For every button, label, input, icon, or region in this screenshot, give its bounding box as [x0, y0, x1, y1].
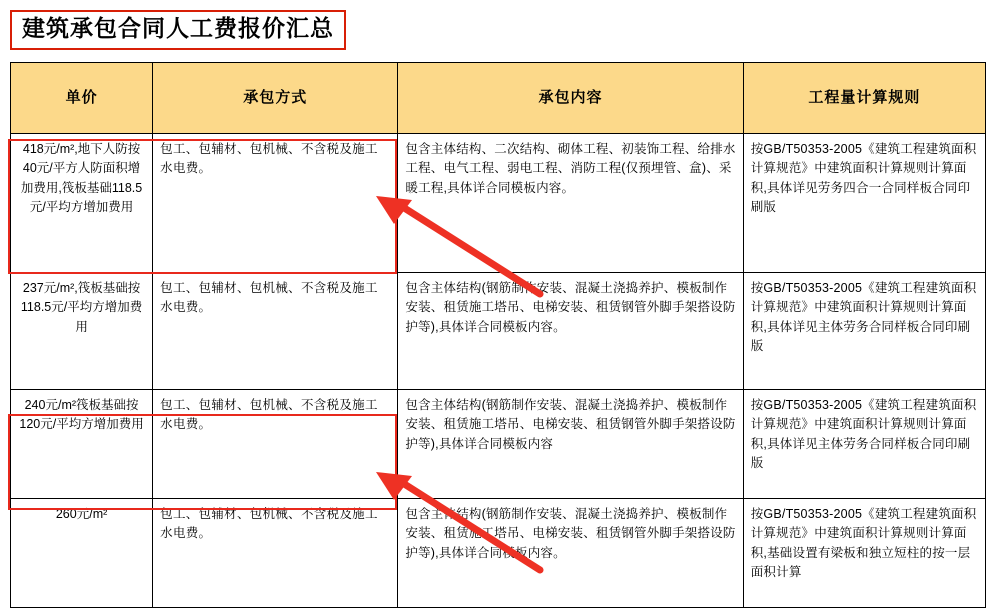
contract-price-table [10, 62, 986, 608]
cell-quantity-rule: 按GB/T50353-2005《建筑工程建筑面积计算规范》中建筑面积计算规则计算面积,具体详见劳务四合一合同样板合同印刷版 [743, 134, 985, 273]
column-header-quantity-rule: 工程量计算规则 [743, 63, 985, 134]
column-header-contract-mode: 承包方式 [153, 63, 398, 134]
cell-unit-price: 240元/m²筏板基础按120元/平均方增加费用 [11, 390, 153, 499]
column-header-unit-price: 单价 [11, 63, 153, 134]
cell-contract-mode: 包工、包辅材、包机械、不含税及施工水电费。 [153, 499, 398, 608]
table-row [11, 273, 986, 390]
table-row [11, 390, 986, 499]
cell-unit-price: 418元/m²,地下人防按40元/平方人防面积增加费用,筏板基础118.5元/平均方增加费用 [11, 134, 153, 273]
cell-contract-content: 包含主体结构、二次结构、砌体工程、初装饰工程、给排水工程、电气工程、弱电工程、消防工程(仅预埋管、盒)、采暖工程,具体详合同模板内容。 [398, 134, 743, 273]
cell-quantity-rule: 按GB/T50353-2005《建筑工程建筑面积计算规范》中建筑面积计算规则计算面积,具体详见主体劳务合同样板合同印刷版 [743, 390, 985, 499]
cell-contract-mode: 包工、包辅材、包机械、不含税及施工水电费。 [153, 134, 398, 273]
cell-contract-content: 包含主体结构(钢筋制作安装、混凝土浇捣养护、模板制作安装、租赁施工塔吊、电梯安装、租赁钢管外脚手架搭设防护等),具体详合同模板内容 [398, 390, 743, 499]
cell-contract-mode: 包工、包辅材、包机械、不含税及施工水电费。 [153, 273, 398, 390]
cell-contract-mode: 包工、包辅材、包机械、不含税及施工水电费。 [153, 390, 398, 499]
column-header-contract-content: 承包内容 [398, 63, 743, 134]
table-header-row [11, 63, 986, 134]
cell-unit-price: 237元/m²,筏板基础按118.5元/平均方增加费用 [11, 273, 153, 390]
table-row [11, 134, 986, 273]
cell-contract-content: 包含主体结构(钢筋制作安装、混凝土浇捣养护、模板制作安装、租赁施工塔吊、电梯安装、租赁钢管外脚手架搭设防护等),具体详合同模板内容。 [398, 273, 743, 390]
title-container [10, 10, 346, 50]
page-title: 建筑承包合同人工费报价汇总 [10, 10, 346, 50]
cell-contract-content: 包含主体结构(钢筋制作安装、混凝土浇捣养护、模板制作安装、租赁施工塔吊、电梯安装、租赁钢管外脚手架搭设防护等),具体详合同模板内容。 [398, 499, 743, 608]
cell-quantity-rule: 按GB/T50353-2005《建筑工程建筑面积计算规范》中建筑面积计算规则计算面积,基础设置有梁板和独立短柱的按一层面积计算 [743, 499, 985, 608]
cell-unit-price: 260元/m² [11, 499, 153, 608]
cell-quantity-rule: 按GB/T50353-2005《建筑工程建筑面积计算规范》中建筑面积计算规则计算面积,具体详见主体劳务合同样板合同印刷版 [743, 273, 985, 390]
table-row [11, 499, 986, 608]
